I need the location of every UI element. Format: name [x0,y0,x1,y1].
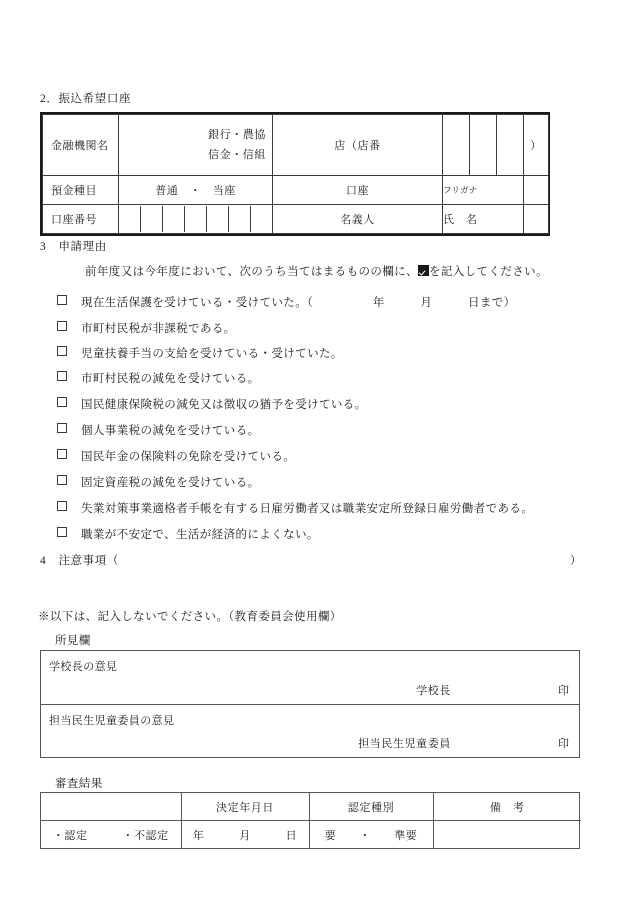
holder-kana-cell[interactable] [443,176,524,205]
checkbox-icon[interactable] [57,449,67,459]
checkbox-icon[interactable] [57,527,67,537]
account-box-1[interactable] [119,206,141,232]
branch-code-box-3[interactable] [497,115,524,176]
account-number-label: 口座番号 [43,205,119,234]
deposit-type-options[interactable]: 普通 ・ 当座 [119,176,273,205]
result-table [40,792,580,849]
result-value-decision[interactable]: ・認定 ・不認定 [41,821,181,849]
bank-type-line1: 銀行・農協 [208,128,266,141]
reason-label: 市町村民税の減免を受けている。 [81,373,260,385]
name-label: 氏 名 [443,214,478,226]
checkbox-icon[interactable] [57,475,67,485]
account-box-6[interactable] [228,206,250,232]
seal-label: 印 [558,738,569,750]
result-header-type: 認定種別 [309,793,433,821]
reason-item-6[interactable] [57,422,260,438]
account-box-3[interactable] [163,206,185,232]
holder-name-cell[interactable] [443,205,524,234]
table-row-values [41,821,581,849]
account-box-4[interactable] [185,206,207,232]
checkbox-icon[interactable] [57,295,67,305]
reason-label: 固定資産税の減免を受けている。 [81,477,260,489]
table-row-account-number [43,205,549,234]
section2-heading: 2．振込希望口座 [40,93,132,105]
account-box-2[interactable] [141,206,163,232]
reason-item-10[interactable] [57,526,319,542]
reason-label: 個人事業税の減免を受けている。 [81,425,260,437]
opinion-signer: 担当民生児童委員 [358,738,451,750]
opinion-row-principal[interactable] [41,651,579,704]
checkbox-icon[interactable] [57,501,67,511]
notice-text: ※以下は、記入しないでください。（教育委員会使用欄） [38,611,342,623]
reason-item-7[interactable] [57,448,295,464]
result-header-blank [41,793,181,821]
opinion-title: 学校長の意見 [49,661,118,673]
close-paren: ） [530,140,542,152]
checkbox-icon[interactable] [57,346,67,356]
branch-name-cell[interactable] [273,115,443,176]
seal-label: 印 [558,685,569,697]
result-value-remarks[interactable] [433,821,581,849]
branch-label: 店（店番 [334,140,381,152]
opinion-signer: 学校長 [416,685,451,697]
reason-item-8[interactable] [57,474,260,490]
reason-label: 市町村民税が非課税である。 [81,323,236,335]
bank-account-table [40,112,550,236]
reason-item-3[interactable] [57,345,343,361]
reason-label: 国民年金の保険料の免除を受けている。 [81,451,296,463]
branch-close-paren-cell [524,115,549,176]
branch-code-box-1[interactable] [443,115,470,176]
result-header-date: 決定年月日 [181,793,309,821]
opinion-section-label: 所見欄 [55,635,91,647]
reason-item-9[interactable] [57,500,533,516]
checkbox-icon[interactable] [57,423,67,433]
holder-kana-cell-ext[interactable] [524,176,549,205]
checkbox-icon[interactable] [57,321,67,331]
opinion-title: 担当民生児童委員の意見 [49,715,175,727]
opinion-row-welfare-officer[interactable] [41,704,579,757]
table-row-institution [43,115,549,176]
opinion-table [40,650,580,758]
section4-heading: 4 注意事項（ [40,555,119,567]
section3-instruction [85,263,548,279]
checked-box-icon [418,265,429,276]
reason-label: 失業対策事業適格者手帳を有する日雇労働者又は職業安定所登録日雇労働者である。 [81,503,534,515]
reason-item-4[interactable] [57,370,260,386]
section3-heading: 3 申請理由 [40,241,107,253]
holder-label-top: 口座 [273,176,443,205]
account-box-7[interactable] [250,206,272,232]
checkbox-icon[interactable] [57,397,67,407]
instruction-post: を記入してください。 [428,266,548,278]
instruction-pre: 前年度又は今年度において、次のうち当てはまるものの欄に、 [85,266,418,278]
reason-label: 国民健康保険税の減免又は徴収の猶予を受けている。 [81,399,367,411]
table-row-header [41,793,581,821]
section4-close-paren: ） [570,555,583,567]
result-value-date[interactable]: 年 月 日 [181,821,309,849]
result-section-label: 審査結果 [55,778,103,790]
table-row-deposit-type [43,176,549,205]
account-number-boxes[interactable] [119,205,273,234]
reason-label: 児童扶養手当の支給を受けている・受けていた。 [81,348,343,360]
account-box-5[interactable] [206,206,228,232]
institution-label: 金融機関名 [43,115,119,176]
deposit-type-label: 預金種目 [43,176,119,205]
reason-label: 職業が不安定で、生活が経済的によくない。 [81,529,319,541]
result-value-type[interactable]: 要 ・ 準要 [309,821,433,849]
kana-label: フリガナ [443,185,478,195]
institution-input-cell[interactable] [119,115,273,176]
holder-name-cell-ext[interactable] [524,205,549,234]
reason-item-2[interactable] [57,320,236,336]
branch-code-box-2[interactable] [470,115,497,176]
reason-item-1[interactable] [57,294,516,310]
checkbox-icon[interactable] [57,371,67,381]
reason-item-5[interactable] [57,396,367,412]
result-header-remarks: 備 考 [433,793,581,821]
holder-label-bottom: 名義人 [273,205,443,234]
reason-label: 現在生活保護を受けている・受けていた。（ 年 月 日まで） [81,297,516,309]
bank-type-line2: 信金・信組 [208,149,266,161]
